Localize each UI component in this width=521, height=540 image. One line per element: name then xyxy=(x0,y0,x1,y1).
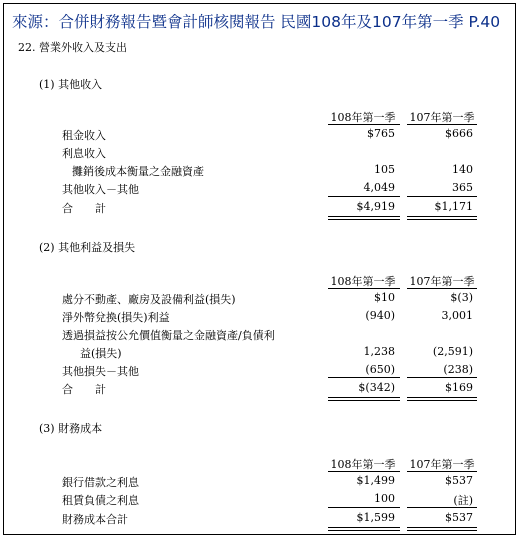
column-header: 108年第一季 xyxy=(330,275,396,288)
table-row xyxy=(0,127,521,145)
value-2018q1: $(3) xyxy=(450,291,473,304)
row-label: 其他收入－其他 xyxy=(62,183,139,196)
header-rule xyxy=(407,288,477,289)
table-row xyxy=(0,145,521,163)
subtotal-rule xyxy=(328,507,400,508)
value-2019q1: (940) xyxy=(365,309,395,322)
value-2019q1: $765 xyxy=(367,127,395,140)
subtotal-rule xyxy=(328,377,400,378)
table-row xyxy=(0,345,521,363)
value-2018q1: 3,001 xyxy=(441,309,473,322)
subtotal-rule xyxy=(407,507,477,508)
total-double-rule xyxy=(407,216,477,220)
subtotal-rule xyxy=(407,196,477,197)
value-2018q1: 140 xyxy=(452,163,473,176)
row-label: 處分不動產、廠房及設備利益(損失) xyxy=(62,293,236,306)
value-2019q1: (650) xyxy=(365,363,395,376)
total-double-rule xyxy=(407,397,477,401)
table-row xyxy=(0,474,521,492)
note-title: 22. 營業外收入及支出 xyxy=(18,41,127,54)
value-2019q1: $(342) xyxy=(358,381,395,394)
value-2018q1: 365 xyxy=(452,181,473,194)
section-title: (1) 其他收入 xyxy=(39,78,103,91)
total-double-rule xyxy=(407,527,477,531)
subtotal-rule xyxy=(328,196,400,197)
value-2018q1: $666 xyxy=(445,127,473,140)
table-row xyxy=(0,291,521,309)
table-row xyxy=(0,363,521,381)
header-rule xyxy=(328,471,400,472)
row-label: 銀行借款之利息 xyxy=(62,476,139,489)
column-header: 107年第一季 xyxy=(409,458,475,471)
row-label: 租賃負債之利息 xyxy=(62,494,139,507)
subtotal-rule xyxy=(407,377,477,378)
value-2018q1: (238) xyxy=(443,363,473,376)
header-rule xyxy=(328,288,400,289)
row-label: 透過損益按公允價值衡量之金融資產/負債利 xyxy=(62,329,275,342)
row-label: 合 計 xyxy=(62,383,106,396)
value-2019q1: $4,919 xyxy=(356,200,395,213)
table-row xyxy=(0,309,521,327)
column-header: 108年第一季 xyxy=(330,458,396,471)
value-2019q1: 100 xyxy=(374,492,395,505)
total-double-rule xyxy=(328,216,400,220)
value-2018q1: $537 xyxy=(445,474,473,487)
column-header: 107年第一季 xyxy=(409,275,475,288)
total-double-rule xyxy=(328,397,400,401)
value-2019q1: $1,499 xyxy=(356,474,395,487)
header-rule xyxy=(407,471,477,472)
row-label: 合 計 xyxy=(62,202,106,215)
row-label: 攤銷後成本衡量之金融資產 xyxy=(72,165,204,178)
row-label: 利息收入 xyxy=(62,147,106,160)
header-rule xyxy=(328,124,400,125)
value-2018q1: (註) xyxy=(453,494,473,507)
total-double-rule xyxy=(328,527,400,531)
section-title: (2) 其他利益及損失 xyxy=(39,241,136,254)
table-row xyxy=(0,163,521,181)
section-title: (3) 財務成本 xyxy=(39,422,103,435)
value-2019q1: $1,599 xyxy=(356,511,395,524)
value-2018q1: $537 xyxy=(445,511,473,524)
value-2018q1: (2,591) xyxy=(432,345,473,358)
header-rule xyxy=(407,124,477,125)
row-label: 財務成本合計 xyxy=(62,513,128,526)
row-label: 其他損失－其他 xyxy=(62,365,139,378)
row-label: 益(損失) xyxy=(80,347,122,360)
row-label: 租金收入 xyxy=(62,129,106,142)
value-2018q1: $169 xyxy=(445,381,473,394)
column-header: 108年第一季 xyxy=(330,111,396,124)
table-row xyxy=(0,327,521,345)
row-label: 淨外幣兌換(損失)利益 xyxy=(62,311,170,324)
value-2019q1: 4,049 xyxy=(363,181,395,194)
column-header: 107年第一季 xyxy=(409,111,475,124)
value-2019q1: $10 xyxy=(374,291,395,304)
source-caption: 來源：合併財務報告暨會計師核閱報告 民國108年及107年第一季 P.40 xyxy=(12,13,501,31)
value-2019q1: 1,238 xyxy=(363,345,395,358)
value-2019q1: 105 xyxy=(374,163,395,176)
value-2018q1: $1,171 xyxy=(434,200,473,213)
